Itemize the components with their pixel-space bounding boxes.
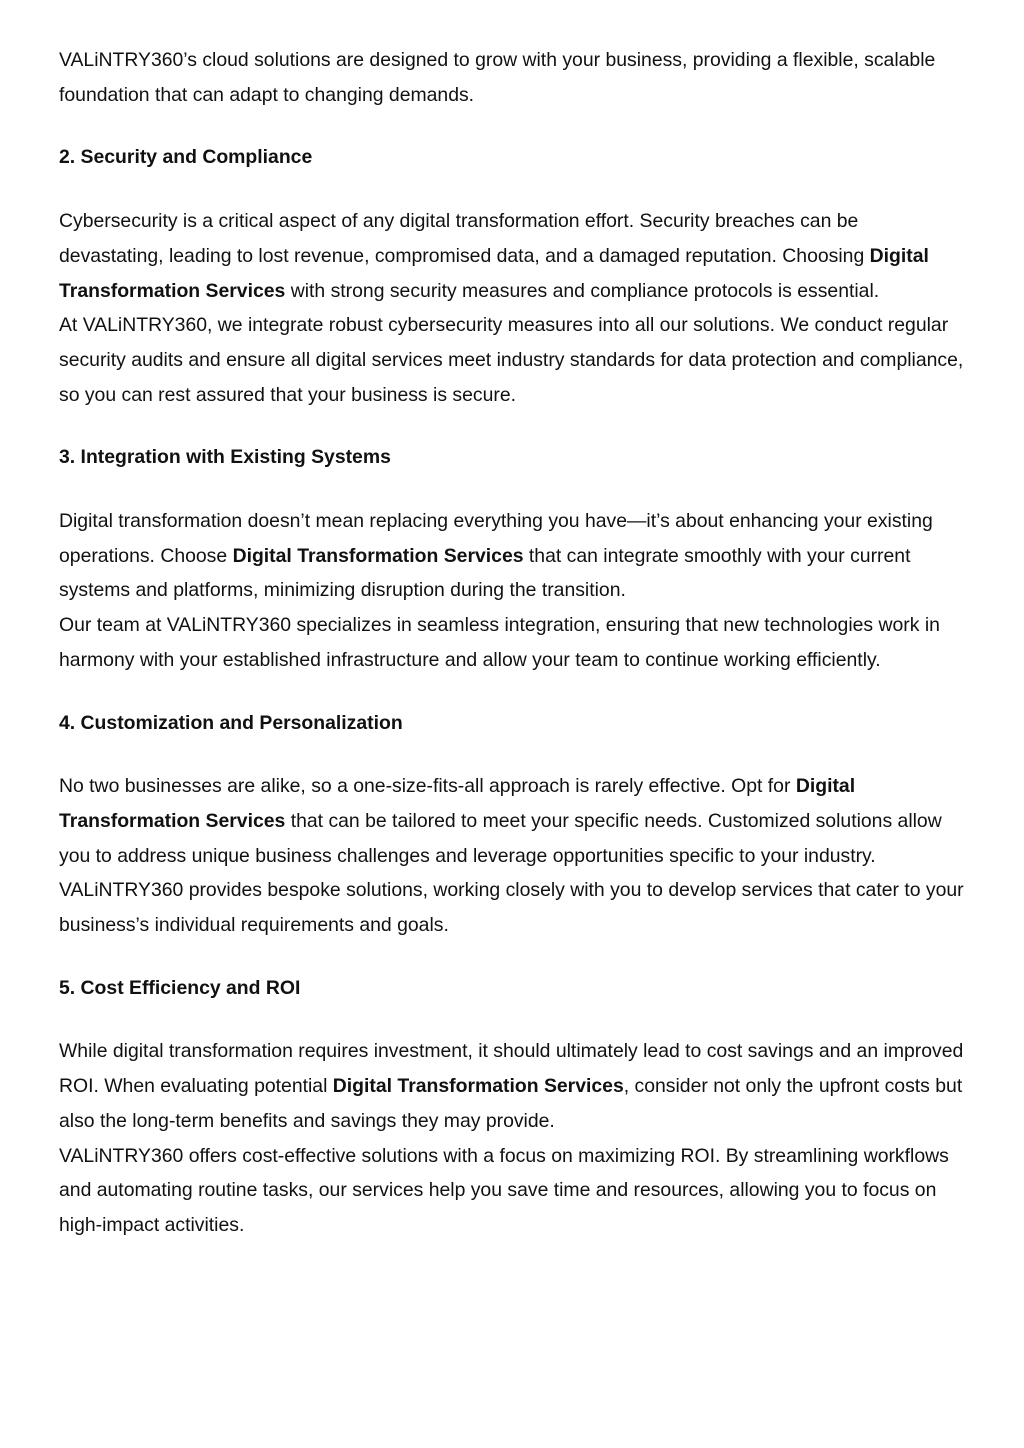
paragraph-text: Digital transformation doesn’t mean replacing everything you have—it’s about enhancing your existing operations. Choose: [59, 510, 933, 567]
paragraph-text: with strong security measures and compliance protocols is essential.: [285, 279, 880, 302]
section-paragraph-security-1: [59, 204, 964, 308]
paragraph-text: , consider not only the upfront costs but also the long-term benefits and savings they may provide.: [59, 1075, 963, 1132]
intro-paragraph: VALiNTRY360’s cloud solutions are designed to grow with your business, providing a flexible, scalable foundation that can adapt to changing demands.: [59, 49, 936, 106]
section-paragraph-cost-2: VALiNTRY360 offers cost-effective solutions with a focus on maximizing ROI. By streamlining workflows and automating routine tasks, our services help you save time and resources, allowing you to focus on high-impact activities.: [59, 1144, 949, 1236]
bold-term: Digital Transformation Services: [332, 1075, 624, 1098]
section-heading-cost: 5. Cost Efficiency and ROI: [59, 976, 301, 999]
section-paragraph-security-2: At VALiNTRY360, we integrate robust cybersecurity measures into all our solutions. We conduct regular security audits and ensure all digital services meet industry standards for data protection and compliance, so you can rest assured that your business is secure.: [59, 314, 964, 406]
paragraph-text: While digital transformation requires investment, it should ultimately lead to cost savings and an improved ROI. When evaluating potential: [59, 1040, 964, 1098]
section-paragraph-customization-1: [59, 769, 964, 873]
section-paragraph-cost-1: [59, 1034, 964, 1138]
paragraph-text: No two businesses are alike, so a one-size-fits-all approach is rarely effective. Opt for: [59, 775, 796, 798]
paragraph-text: Cybersecurity is a critical aspect of any digital transformation effort. Security breaches can be devastating, leading to lost revenue, compromised data, and a damaged reputation. Choosing: [59, 210, 870, 267]
bold-term: Digital Transformation Services: [232, 544, 524, 567]
paragraph-text: that can be tailored to meet your specific needs. Customized solutions allow you to address unique business challenges and leverage opportunities specific to your industry.: [59, 809, 942, 867]
bold-term: Digital Transformation Services: [59, 775, 856, 832]
paragraph-text: that can integrate smoothly with your current systems and platforms, minimizing disruption during the transition.: [59, 544, 911, 602]
section-heading-integration: 3. Integration with Existing Systems: [59, 446, 391, 469]
section-heading-customization: 4. Customization and Personalization: [59, 711, 403, 734]
section-heading-security: 2. Security and Compliance: [59, 146, 313, 169]
section-paragraph-customization-2: VALiNTRY360 provides bespoke solutions, working closely with you to develop services that cater to your business’s individual requirements and goals.: [59, 879, 964, 937]
section-paragraph-integration-2: Our team at VALiNTRY360 specializes in seamless integration, ensuring that new technologies work in harmony with your established infrastructure and allow your team to continue working efficiently.: [59, 614, 940, 671]
bold-term: Digital Transformation Services: [59, 244, 929, 302]
section-paragraph-integration-1: [59, 504, 964, 608]
